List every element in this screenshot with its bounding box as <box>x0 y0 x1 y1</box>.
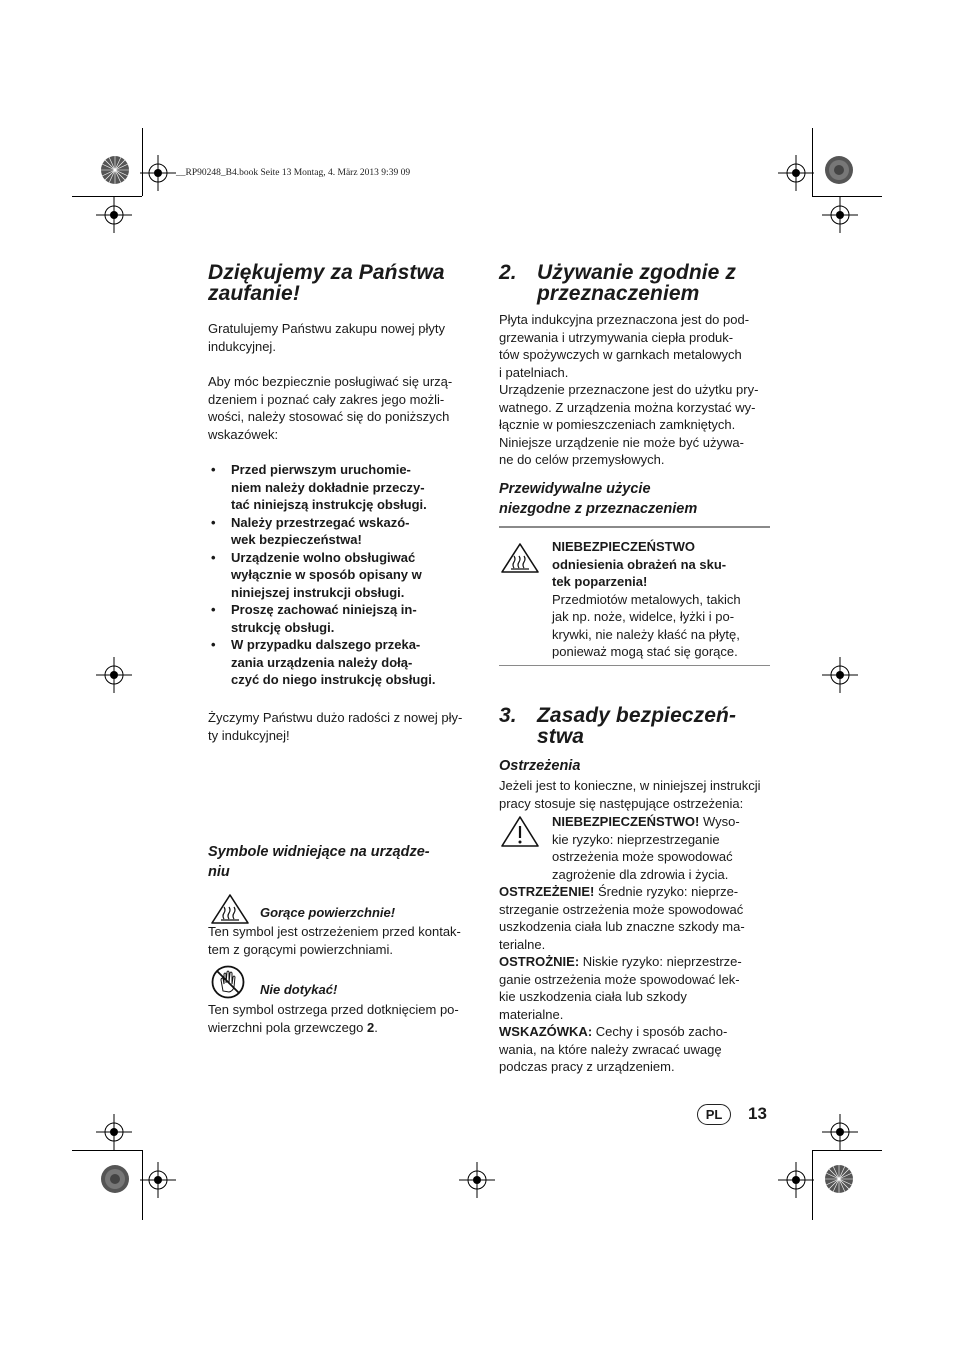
bullet-icon: • <box>211 637 216 652</box>
bullet-icon: • <box>211 462 216 477</box>
hot-surface-warning-icon <box>210 893 250 925</box>
text-line: Ten symbol jest ostrzeżeniem przed kontak- <box>208 924 461 939</box>
heading-line: Symbole widniejące na urządze- <box>208 844 430 860</box>
heading-line <box>499 705 789 726</box>
text-line: NIEBEZPIECZEŃSTWO <box>552 539 696 554</box>
list-item <box>208 601 435 636</box>
note-label: WSKAZÓWKA: <box>499 1024 593 1039</box>
text-line: ty indukcyjnej! <box>208 727 290 743</box>
warnings-heading: Ostrzeżenia <box>499 758 581 774</box>
text-line: Niniejsze urządzenie nie może być używa- <box>499 434 744 450</box>
divider <box>499 665 770 666</box>
text-line: krywki, nie należy kłaść na płytę, <box>552 626 740 642</box>
text-line: ne do celów przemysłowych. <box>499 452 665 467</box>
warning-definitions <box>499 883 745 1076</box>
closing-paragraph <box>208 709 462 744</box>
text-line <box>499 953 745 971</box>
text-line: pracy stosuje się następujące ostrzeżenia: <box>499 795 744 811</box>
text-line: tać niniejszą instrukcję obsługi. <box>231 497 427 512</box>
text-line: Płyta indukcyjna przeznaczona jest do pod- <box>499 312 750 327</box>
text-line: łącznie w pomieszczeniach zamkniętych. <box>499 417 736 432</box>
symbols-heading <box>208 843 430 882</box>
text-line: strzeganie ostrzeżenia może spowodować <box>499 901 744 917</box>
text-line: odniesienia obrażeń na sku- <box>552 556 727 572</box>
list-item <box>208 549 435 602</box>
registration-mark-icon <box>822 197 858 233</box>
language-badge: PL <box>697 1104 731 1125</box>
heading-text: Używanie zgodnie z <box>537 261 736 284</box>
text-line: uszkodzenia ciała lub znaczne szkody ma- <box>499 919 745 934</box>
heading-line: niu <box>208 863 230 880</box>
warnings-intro <box>499 777 761 812</box>
text-line <box>499 883 745 901</box>
no-touch-label: Nie dotykać! <box>260 982 338 997</box>
registration-mark-icon <box>822 657 858 693</box>
registration-mark-icon <box>822 1114 858 1150</box>
list-item <box>208 461 435 514</box>
warning-label: OSTRZEŻENIE! <box>499 884 595 899</box>
section-2-body <box>499 311 758 469</box>
text-line: Ten symbol ostrzega przed dotknięciem po- <box>208 1002 459 1017</box>
text-line: wania, na które należy zwracać uwagę <box>499 1041 722 1057</box>
registration-mark-icon <box>140 1162 176 1198</box>
text-line: strukcję obsługi. <box>231 619 335 635</box>
text-line: ostrzeżenia może spowodować <box>552 849 733 864</box>
heading-line: stwa <box>537 725 585 748</box>
intro-paragraph <box>208 320 445 355</box>
no-touch-icon <box>210 964 246 1000</box>
section-number: 2. <box>499 261 517 284</box>
text-line: Przed pierwszym uruchomie- <box>231 462 411 477</box>
text-line: czyć do niego instrukcję obsługi. <box>231 672 436 687</box>
text-line: Urządzenie wolno obsługiwać <box>231 549 416 565</box>
text-line: ganie ostrzeżenia może spowodować lek- <box>499 971 740 987</box>
text-line: Życzymy Państwu dużo radości z nowej pły- <box>208 710 463 725</box>
text-line: Proszę zachować niniejszą in- <box>231 602 417 617</box>
text-span: Wyso- <box>699 814 740 829</box>
text-line: kie ryzyko: nieprzestrzeganie <box>552 831 720 847</box>
page-title <box>208 262 483 304</box>
title-line: zaufanie! <box>208 282 300 305</box>
color-target-icon <box>824 155 854 185</box>
text-line: Urządzenie przeznaczone jest do użytku pry- <box>499 382 759 397</box>
text-span: Cechy i sposób zacho- <box>592 1024 728 1039</box>
danger-label: NIEBEZPIECZEŃSTWO! <box>552 814 700 829</box>
text-line: tów spożywczych w garnkach metalowych <box>499 347 742 362</box>
color-target-icon <box>100 155 130 185</box>
text-line: wości, należy stosować się do poniższych <box>208 409 450 424</box>
text-line: niem należy dokładnie przeczy- <box>231 479 425 495</box>
color-target-icon <box>824 1164 854 1194</box>
registration-mark-icon <box>96 657 132 693</box>
file-info-header: __RP90248_B4.book Seite 13 Montag, 4. März 2013 9:39 09 <box>176 168 411 178</box>
registration-mark-icon <box>778 155 814 191</box>
section-number: 3. <box>499 704 517 727</box>
text-line: Gratulujemy Państwu zakupu nowej płyty <box>208 321 446 336</box>
title-line: Dziękujemy za Państwa <box>208 261 445 284</box>
text-line: podczas pracy z urządzeniem. <box>499 1059 675 1074</box>
exclamation-warning-icon <box>500 815 540 848</box>
text-line: wek bezpieczeństwa! <box>231 532 362 547</box>
text-line: zania urządzenia należy dołą- <box>231 654 413 670</box>
text-line <box>499 1023 745 1041</box>
heading-text: Zasady bezpieczeń- <box>537 704 737 727</box>
heading-line: Przewidywalne użycie <box>499 481 651 497</box>
heading-line: przeznaczeniem <box>537 282 700 305</box>
page-number: 13 <box>748 1104 767 1123</box>
text-line: terialne. <box>499 936 546 952</box>
hot-surface-label: Gorące powierzchnie! <box>260 905 396 920</box>
text-line: kie uszkodzenia ciała lub szkody <box>499 989 687 1004</box>
text-line: indukcyjnej. <box>208 338 276 354</box>
text-line: Należy przestrzegać wskazó- <box>231 514 410 530</box>
crop-line <box>72 1150 142 1151</box>
text-line: dzeniem i poznać cały zakres jego możli- <box>208 391 445 407</box>
text-line: zagrożenie dla zdrowia i życia. <box>552 866 729 882</box>
danger-definition <box>552 813 740 883</box>
text-line: niniejszej instrukcji obsługi. <box>231 584 405 600</box>
bullet-icon: • <box>211 514 216 530</box>
no-touch-text <box>208 1001 459 1036</box>
text-line: Przedmiotów metalowych, takich <box>552 591 741 607</box>
caution-label: OSTROŻNIE: <box>499 954 580 969</box>
element-number: 2 <box>366 1019 375 1035</box>
text-line: materialne. <box>499 1006 564 1022</box>
registration-mark-icon <box>96 1114 132 1150</box>
danger-box-text <box>552 538 741 661</box>
text-line: grzewania i utrzymywania ciepła produk- <box>499 329 734 345</box>
text-line: watnego. Z urządzenia można korzystać wy- <box>499 399 756 415</box>
registration-mark-icon <box>459 1162 495 1198</box>
registration-mark-icon <box>96 197 132 233</box>
text-line <box>552 813 740 831</box>
misuse-heading <box>499 480 697 519</box>
bullet-list <box>208 461 435 689</box>
text-line: jak np. noże, widelce, łyżki i po- <box>552 609 735 624</box>
text-line: Jeżeli jest to konieczne, w niniejszej instrukcji <box>499 778 761 793</box>
text-span: Niskie ryzyko: nieprzestrze- <box>579 954 742 969</box>
divider <box>499 526 770 528</box>
hot-surface-text <box>208 923 461 958</box>
text-span: Średnie ryzyko: nieprze- <box>594 884 739 899</box>
list-item <box>208 636 435 689</box>
section-2-title <box>499 262 789 304</box>
text-line: Aby móc bezpiecznie posługiwać się urzą- <box>208 374 453 389</box>
text-line: wskazówek: <box>208 426 279 442</box>
text-line: tek poparzenia! <box>552 574 648 589</box>
bullet-icon: • <box>211 602 216 617</box>
bullet-icon: • <box>211 549 216 565</box>
list-item <box>208 514 435 549</box>
section-3-title <box>499 705 789 747</box>
color-target-icon <box>100 1164 130 1194</box>
text-line: ponieważ mogą stać się gorące. <box>552 644 738 659</box>
text-line: i patelniach. <box>499 364 569 380</box>
registration-mark-icon <box>140 155 176 191</box>
text-line: W przypadku dalszego przeka- <box>231 637 421 652</box>
registration-mark-icon <box>778 1162 814 1198</box>
instructions-paragraph <box>208 373 452 443</box>
text-span: . <box>374 1019 378 1035</box>
text-line <box>208 1019 459 1037</box>
heading-line: niezgodne z przeznaczeniem <box>499 500 698 517</box>
text-span: wierzchni pola grzewczego <box>208 1019 367 1035</box>
hot-surface-warning-icon <box>500 542 540 574</box>
text-line: wyłącznie w sposób opisany w <box>231 567 422 582</box>
crop-line <box>812 1150 882 1151</box>
text-line: tem z gorącymi powierzchniami. <box>208 941 393 957</box>
heading-line <box>499 262 789 283</box>
